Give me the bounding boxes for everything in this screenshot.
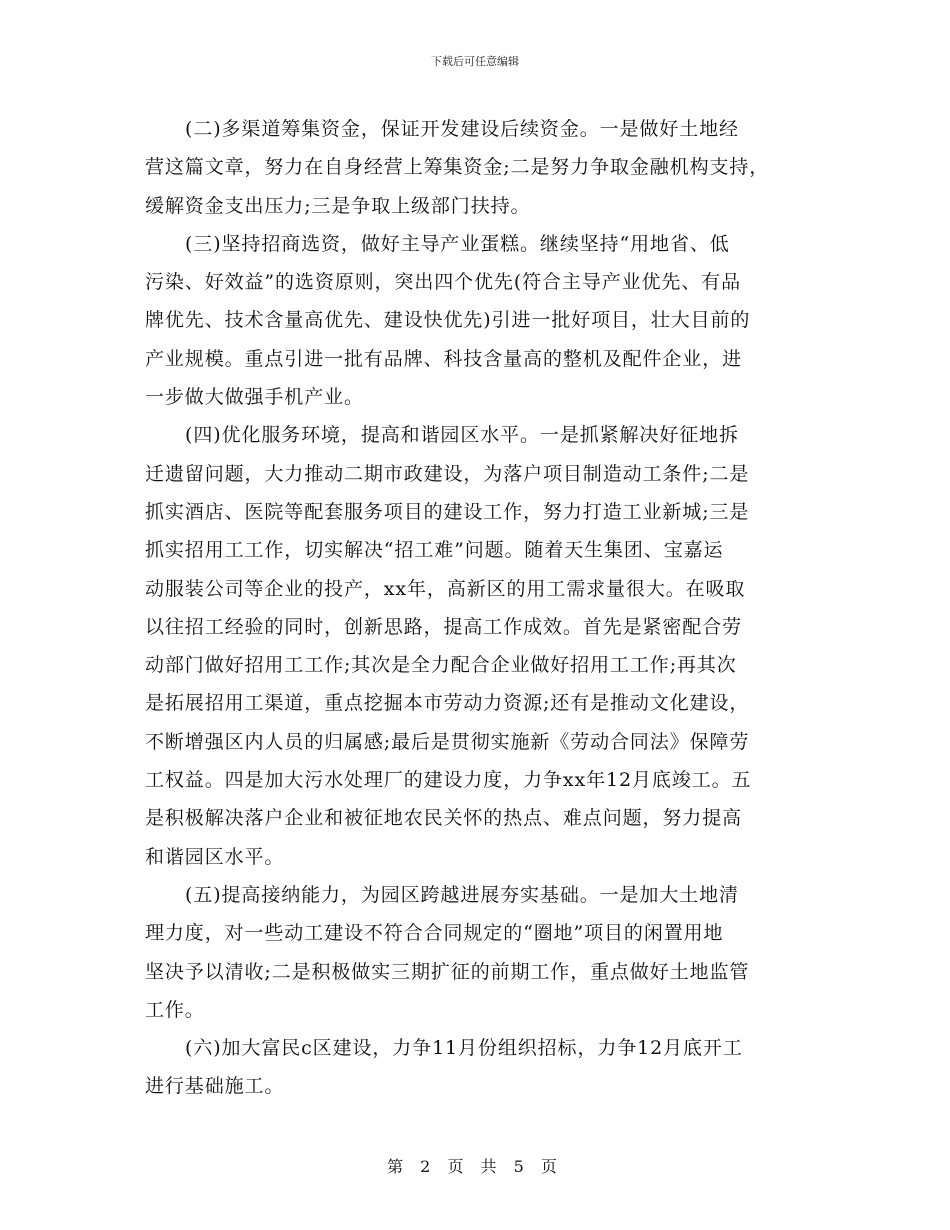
- paragraph-line: 牌优先、技术含量高优先、建设快优先)引进一批好项目，壮大目前的: [145, 309, 751, 332]
- paragraph-line: 不断增强区内人员的归属感;最后是贯彻实施新《劳动合同法》保障劳: [145, 730, 750, 753]
- paragraph-line: 抓实招用工工作，切实解决“招工难”问题。随着天生集团、宝嘉运: [145, 539, 724, 562]
- paragraph-line: 迁遗留问题，大力推动二期市政建设，为落户项目制造动工条件;二是: [145, 462, 750, 485]
- paragraph-line: (五)提高接纳能力，为园区跨越进展夯实基础。一是加大土地清: [185, 883, 739, 906]
- document-body: [145, 110, 807, 1106]
- paragraph-line: 以往招工经验的同时，创新思路，提高工作成效。首先是紧密配合劳: [145, 615, 743, 638]
- paragraph-line: 污染、好效益”的选资原则，突出四个优先(符合主导产业优先、有品: [145, 271, 742, 294]
- paragraph-line: 进行基础施工。: [145, 1075, 285, 1098]
- paragraph-line: 缓解资金支出压力;三是争取上级部门扶持。: [145, 194, 531, 217]
- paragraph-line: 理力度，对一些动工建设不符合合同规定的“圈地”项目的闲置用地: [145, 922, 724, 945]
- paragraph-line: 产业规模。重点引进一批有品牌、科技含量高的整机及配件企业，进: [145, 347, 743, 370]
- paragraph-line: 和谐园区水平。: [145, 845, 285, 868]
- paragraph-line: (三)坚持招商选资，做好主导产业蛋糕。继续坚持“用地省、低: [185, 232, 730, 255]
- paragraph-line: 动部门做好招用工工作;其次是全力配合企业做好招用工工作;再其次: [145, 654, 737, 677]
- paragraph-line: 工作。: [145, 998, 205, 1021]
- page-number-footer: 第 2 页 共 5 页: [387, 1157, 563, 1176]
- paragraph-line: 是拓展招用工渠道，重点挖掘本市劳动力资源;还有是推动文化建设，: [145, 692, 750, 715]
- paragraph-line: 坚决予以清收;二是积极做实三期扩征的前期工作，重点做好土地监管: [145, 960, 750, 983]
- paragraph-line: (二)多渠道筹集资金，保证开发建设后续资金。一是做好土地经: [185, 118, 739, 140]
- paragraph-line: (六)加大富民c区建设，力争11月份组织招标，力争12月底开工: [185, 1037, 743, 1060]
- page-header-note: 下载后可任意编辑: [431, 55, 519, 68]
- paragraph-line: 抓实酒店、医院等配套服务项目的建设工作，努力打造工业新城;三是: [145, 500, 750, 523]
- paragraph-line: 一步做大做强手机产业。: [145, 386, 364, 409]
- paragraph-line: 工权益。四是加大污水处理厂的建设力度，力争xx年12月底竣工。五: [145, 769, 752, 792]
- paragraph-line: (四)优化服务环境，提高和谐园区水平。一是抓紧解决好征地拆: [185, 424, 739, 447]
- paragraph-line: 动服装公司等企业的投产，xx年，高新区的用工需求量很大。在吸取: [145, 577, 746, 600]
- paragraph-line: 是积极解决落户企业和被征地农民关怀的热点、难点问题，努力提高: [145, 807, 743, 830]
- paragraph-line: 营这篇文章，努力在自身经营上筹集资金;二是努力争取金融机构支持，: [145, 156, 770, 179]
